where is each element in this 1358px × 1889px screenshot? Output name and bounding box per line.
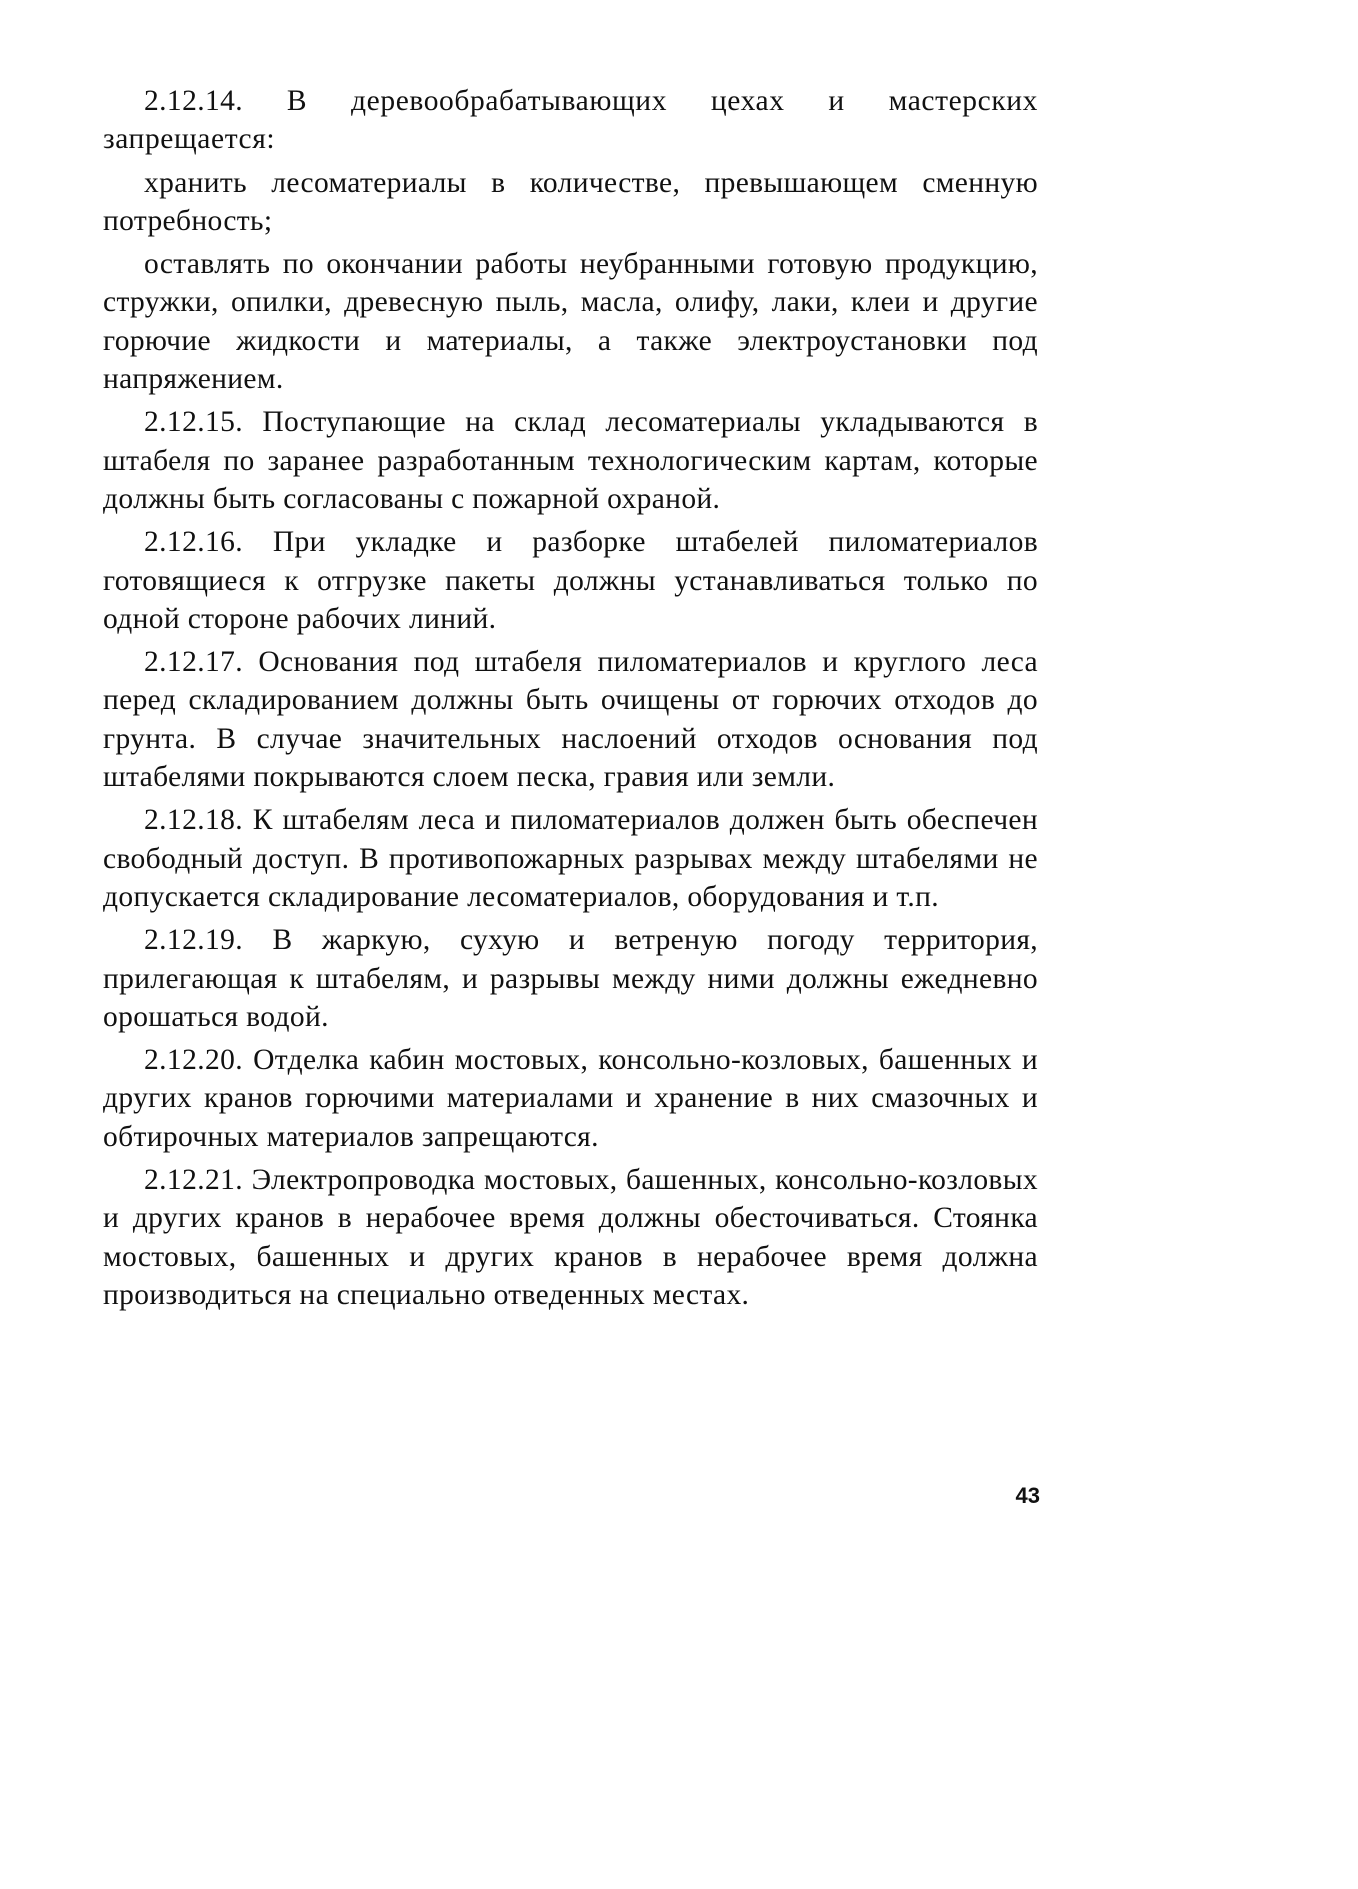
paragraph-2-12-16 — [103, 523, 1038, 638]
clause-number: 2.12.19. — [144, 924, 244, 957]
clause-text: Поступающие на склад лесоматериалы укладываются в штабеля по заранее разработанным технологическим картам, которые должны быть согласованы с пожарной охраной. — [103, 406, 1038, 515]
clause-number: 2.12.14. — [144, 85, 244, 117]
document-body — [103, 82, 1038, 1319]
clause-text: хранить лесоматериалы в количестве, превышающем сменную потребность; — [103, 166, 1038, 237]
clause-number: 2.12.21. — [144, 1164, 244, 1197]
paragraph-2-12-19 — [103, 921, 1038, 1036]
clause-text: В жаркую, сухую и ветреную погоду территория, прилегающая к штабелям, и разрывы между ними должны ежедневно орошаться водой. — [103, 924, 1038, 1033]
clause-text: Отделка кабин мостовых, консольно-козловых, башенных и других кранов горючими материалами и хранение в них смазочных и обтирочных материалов запрещаются. — [103, 1044, 1038, 1153]
page-number: 43 — [1015, 1483, 1040, 1508]
clause-text: При укладке и разборке штабелей пиломатериалов готовящиеся к отгрузке пакеты должны устанавливаться только по одной стороне рабочих линий. — [103, 526, 1038, 635]
clause-number: 2.12.15. — [144, 406, 244, 439]
clause-text: оставлять по окончании работы неубранными готовую продукцию, стружки, опилки, древесную пыль, масла, олифу, лаки, клеи и другие горючие жидкости и материалы, а также электроустановки под напряжением. — [103, 248, 1038, 396]
paragraph-2-12-15 — [103, 403, 1038, 518]
clause-text: Основания под штабеля пиломатериалов и круглого леса перед складированием должны быть очищены от горючих отходов до грунта. В случае значительных наслоений отходов основания под штабелями покрываются слоем песка, гравия или земли. — [103, 646, 1038, 794]
paragraph-2-12-21 — [103, 1161, 1038, 1314]
clause-text: К штабелям леса и пиломатериалов должен быть обеспечен свободный доступ. В противопожарных разрывах между штабелями не допускается складирование лесоматериалов, оборудования и т.п. — [103, 804, 1038, 913]
clause-number: 2.12.18. — [144, 804, 244, 837]
clause-text: Электропроводка мостовых, башенных, консольно-козловых и других кранов в нерабочее время должны обесточиваться. Стоянка мостовых, башенных и других кранов в нерабочее время должна производиться на специально отведенных местах. — [103, 1164, 1038, 1311]
paragraph-list-item — [103, 164, 1038, 241]
paragraph-2-12-18 — [103, 801, 1038, 916]
paragraph-list-item — [103, 245, 1038, 398]
paragraph-2-12-17 — [103, 643, 1038, 796]
paragraph-2-12-14 — [103, 82, 1038, 159]
paragraph-2-12-20 — [103, 1041, 1038, 1156]
clause-number: 2.12.16. — [144, 526, 244, 559]
clause-number: 2.12.20. — [144, 1044, 244, 1077]
clause-text: В деревообрабатывающих цехах и мастерских запрещается: — [103, 85, 1038, 156]
clause-number: 2.12.17. — [144, 646, 244, 679]
